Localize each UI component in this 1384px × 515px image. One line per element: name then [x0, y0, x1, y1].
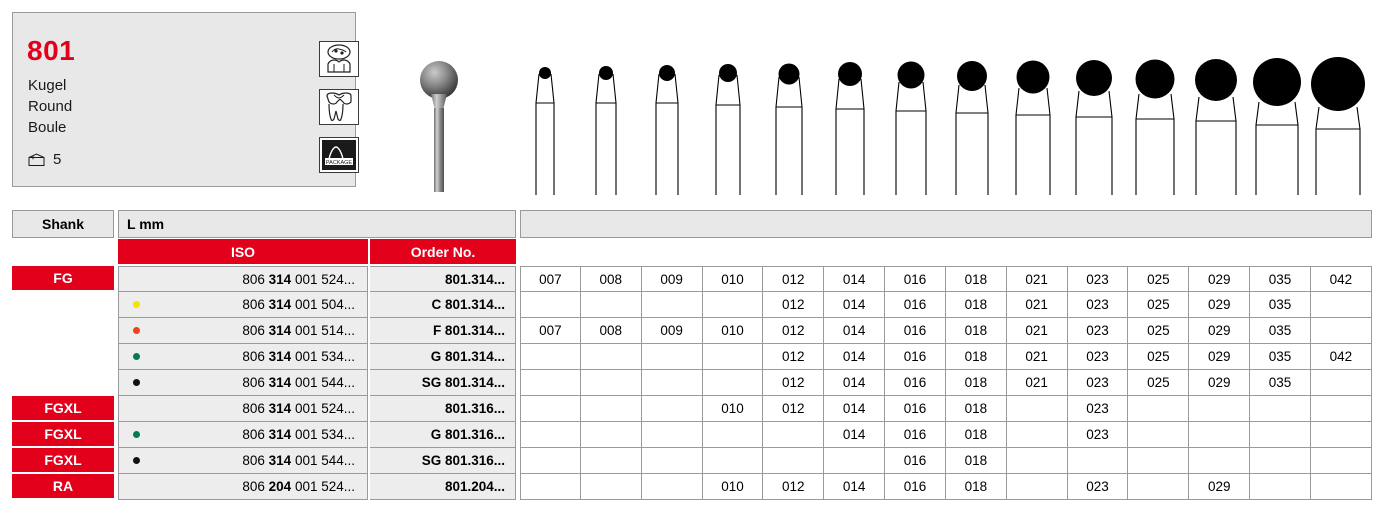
package-quantity — [28, 151, 61, 168]
size-cell: 014 — [824, 266, 885, 292]
size-cell: 014 — [824, 292, 885, 318]
product-name-en: Round — [28, 98, 73, 115]
size-cell: 018 — [946, 344, 1007, 370]
iso-cell — [118, 396, 368, 422]
size-cell: 014 — [824, 318, 885, 344]
iso-cell — [118, 344, 368, 370]
product-header-section — [0, 0, 1384, 196]
table-body — [12, 266, 1372, 500]
size-cell — [520, 344, 581, 370]
size-cell: 023 — [1068, 474, 1129, 500]
size-cell: 035 — [1250, 318, 1311, 344]
size-cell — [1250, 396, 1311, 422]
size-cell — [581, 448, 642, 474]
size-cell — [1311, 448, 1372, 474]
size-cell — [763, 448, 824, 474]
iso-code: 806 204 001 524... — [242, 479, 355, 494]
size-cells — [520, 370, 1372, 396]
size-cells — [520, 318, 1372, 344]
size-cell: 012 — [763, 292, 824, 318]
size-cell — [642, 474, 703, 500]
size-cell — [581, 344, 642, 370]
order-no-cell: 801.204... — [370, 474, 516, 500]
subheader-spacer — [12, 239, 114, 264]
size-cell: 014 — [824, 422, 885, 448]
size-cell: 018 — [946, 396, 1007, 422]
column-header-shank: Shank — [12, 210, 114, 238]
size-cell: 021 — [1007, 292, 1068, 318]
size-cell — [520, 422, 581, 448]
size-cell — [1128, 448, 1189, 474]
table-row — [12, 396, 1372, 422]
grit-color-dot — [133, 327, 140, 334]
size-cell: 016 — [885, 318, 946, 344]
size-cell: 029 — [1189, 292, 1250, 318]
size-cell: 023 — [1068, 344, 1129, 370]
table-row — [12, 448, 1372, 474]
size-cell: 009 — [642, 266, 703, 292]
product-photo — [404, 52, 474, 192]
size-cell: 035 — [1250, 344, 1311, 370]
size-cell: 018 — [946, 448, 1007, 474]
shank-cell: RA — [12, 474, 114, 498]
table-header-row — [12, 210, 1372, 238]
iso-cell — [118, 266, 368, 292]
size-cell: 012 — [763, 344, 824, 370]
size-cell — [1311, 370, 1372, 396]
size-cell — [1007, 474, 1068, 500]
size-cell: 042 — [1311, 266, 1372, 292]
size-cell — [1311, 292, 1372, 318]
size-cells — [520, 448, 1372, 474]
bur-size-drawings — [515, 55, 1375, 195]
iso-cell — [118, 474, 368, 500]
size-cell: 012 — [763, 266, 824, 292]
table-row — [12, 266, 1372, 292]
iso-cell — [118, 370, 368, 396]
size-cell: 010 — [703, 474, 764, 500]
shank-cell — [12, 318, 114, 342]
size-cell — [1311, 396, 1372, 422]
size-cell — [1311, 474, 1372, 500]
size-cell — [581, 422, 642, 448]
size-cell — [703, 370, 764, 396]
size-cells — [520, 474, 1372, 500]
size-cell — [703, 344, 764, 370]
size-cell — [642, 448, 703, 474]
grit-color-dot — [133, 457, 140, 464]
size-cell: 016 — [885, 292, 946, 318]
shank-cell: FGXL — [12, 396, 114, 420]
column-header-sizes — [520, 210, 1372, 238]
size-cell: 021 — [1007, 266, 1068, 292]
table-subheader-row — [12, 239, 1372, 264]
shank-cell: FG — [12, 266, 114, 290]
order-no-cell: 801.316... — [370, 396, 516, 422]
size-cell — [763, 422, 824, 448]
iso-code: 806 314 001 524... — [242, 271, 355, 287]
size-cell: 035 — [1250, 266, 1311, 292]
size-cell — [824, 448, 885, 474]
product-table — [12, 210, 1372, 500]
size-cell: 014 — [824, 474, 885, 500]
size-cell: 010 — [703, 266, 764, 292]
size-cell — [520, 448, 581, 474]
iso-code: 806 314 001 504... — [242, 297, 355, 312]
size-cell: 023 — [1068, 292, 1129, 318]
size-cell: 025 — [1128, 292, 1189, 318]
column-header-lmm: L mm — [118, 210, 516, 238]
order-no-cell: SG 801.316... — [370, 448, 516, 474]
size-cell: 016 — [885, 344, 946, 370]
shank-cell — [12, 292, 114, 316]
grit-color-dot — [133, 431, 140, 438]
size-cell — [1189, 422, 1250, 448]
size-cell: 008 — [581, 318, 642, 344]
size-cell: 018 — [946, 370, 1007, 396]
grit-color-dot — [133, 353, 140, 360]
handpiece-icon — [319, 41, 359, 77]
iso-cell — [118, 292, 368, 318]
size-cell — [1189, 396, 1250, 422]
iso-cell — [118, 318, 368, 344]
iso-code: 806 314 001 514... — [242, 323, 355, 338]
size-cell — [1007, 448, 1068, 474]
table-row — [12, 370, 1372, 396]
size-cell — [1068, 448, 1129, 474]
size-cell: 009 — [642, 318, 703, 344]
size-cell — [520, 292, 581, 318]
size-cell — [642, 292, 703, 318]
product-names — [28, 75, 72, 138]
table-row — [12, 344, 1372, 370]
size-cell — [642, 344, 703, 370]
size-cell: 029 — [1189, 344, 1250, 370]
bur-drawings-svg — [515, 55, 1375, 195]
product-name-fr: Boule — [28, 119, 67, 136]
product-name-de: Kugel — [28, 77, 67, 94]
size-cell: 023 — [1068, 396, 1129, 422]
size-cell: 007 — [520, 266, 581, 292]
iso-code: 806 314 001 544... — [242, 375, 355, 390]
size-cell: 014 — [824, 344, 885, 370]
size-cell: 018 — [946, 318, 1007, 344]
size-cell: 023 — [1068, 370, 1129, 396]
iso-code: 806 314 001 534... — [242, 349, 355, 364]
size-cell — [1128, 422, 1189, 448]
size-cells — [520, 292, 1372, 318]
iso-code: 806 314 001 544... — [242, 453, 355, 468]
size-cell: 018 — [946, 474, 1007, 500]
size-cell: 012 — [763, 318, 824, 344]
grit-color-dot — [133, 301, 140, 308]
order-no-cell: G 801.314... — [370, 344, 516, 370]
size-cell: 029 — [1189, 474, 1250, 500]
size-cell — [642, 396, 703, 422]
size-cell — [520, 370, 581, 396]
size-cell — [703, 422, 764, 448]
size-cell: 014 — [824, 396, 885, 422]
size-cell — [581, 474, 642, 500]
size-cell: 029 — [1189, 266, 1250, 292]
size-cell: 035 — [1250, 370, 1311, 396]
size-cell: 029 — [1189, 370, 1250, 396]
grit-color-dot — [133, 379, 140, 386]
size-cells — [520, 422, 1372, 448]
size-cell: 018 — [946, 266, 1007, 292]
size-cell: 012 — [763, 474, 824, 500]
size-cell: 025 — [1128, 344, 1189, 370]
order-no-cell: SG 801.314... — [370, 370, 516, 396]
size-cell — [642, 370, 703, 396]
size-cell: 016 — [885, 396, 946, 422]
size-cell: 014 — [824, 370, 885, 396]
size-cells — [520, 266, 1372, 292]
iso-cell — [118, 422, 368, 448]
size-cell — [703, 448, 764, 474]
size-cell: 008 — [581, 266, 642, 292]
size-cell — [1311, 318, 1372, 344]
column-header-order-no: Order No. — [370, 239, 516, 264]
order-no-cell: C 801.314... — [370, 292, 516, 318]
product-info-card — [12, 12, 356, 187]
box-icon — [28, 153, 45, 167]
size-cell — [1250, 422, 1311, 448]
size-cell: 012 — [763, 396, 824, 422]
size-cell: 018 — [946, 292, 1007, 318]
size-cell: 023 — [1068, 266, 1129, 292]
table-row — [12, 422, 1372, 448]
size-cell — [1250, 474, 1311, 500]
size-cell: 021 — [1007, 344, 1068, 370]
shank-cell: FGXL — [12, 422, 114, 446]
size-cell — [520, 474, 581, 500]
size-cell: 023 — [1068, 318, 1129, 344]
size-cells — [520, 344, 1372, 370]
order-no-cell: 801.314... — [370, 266, 516, 292]
iso-code: 806 314 001 524... — [242, 401, 355, 416]
size-cell: 023 — [1068, 422, 1129, 448]
size-cell: 010 — [703, 318, 764, 344]
size-cell — [1189, 448, 1250, 474]
tooth-preparation-icon — [319, 89, 359, 125]
size-cell — [581, 292, 642, 318]
size-cell: 010 — [703, 396, 764, 422]
size-cell: 029 — [1189, 318, 1250, 344]
size-cells — [520, 396, 1372, 422]
size-cell: 016 — [885, 474, 946, 500]
table-row — [12, 474, 1372, 500]
size-cell: 016 — [885, 448, 946, 474]
size-cell — [703, 292, 764, 318]
size-cell: 042 — [1311, 344, 1372, 370]
size-cell: 025 — [1128, 370, 1189, 396]
svg-text:PACKAGE: PACKAGE — [325, 160, 353, 166]
size-cell — [581, 396, 642, 422]
size-cell: 007 — [520, 318, 581, 344]
size-cell: 012 — [763, 370, 824, 396]
size-cell: 035 — [1250, 292, 1311, 318]
size-cell — [581, 370, 642, 396]
size-cell — [1007, 422, 1068, 448]
size-cell — [1128, 396, 1189, 422]
order-no-cell: F 801.314... — [370, 318, 516, 344]
size-cell: 025 — [1128, 266, 1189, 292]
packaging-icon — [319, 137, 359, 173]
size-cell: 021 — [1007, 370, 1068, 396]
iso-cell — [118, 448, 368, 474]
order-no-cell: G 801.316... — [370, 422, 516, 448]
shank-cell — [12, 370, 114, 394]
shank-cell: FGXL — [12, 448, 114, 472]
package-quantity-value: 5 — [53, 151, 62, 168]
iso-code: 806 314 001 534... — [242, 427, 355, 442]
size-cell: 016 — [885, 266, 946, 292]
size-cell: 018 — [946, 422, 1007, 448]
size-cell — [520, 396, 581, 422]
size-cell — [1250, 448, 1311, 474]
size-cell — [1007, 396, 1068, 422]
shank-cell — [12, 344, 114, 368]
size-cell: 016 — [885, 370, 946, 396]
size-cell — [642, 422, 703, 448]
column-header-iso: ISO — [118, 239, 368, 264]
table-row — [12, 292, 1372, 318]
size-cell: 021 — [1007, 318, 1068, 344]
size-cell: 025 — [1128, 318, 1189, 344]
size-cell — [1128, 474, 1189, 500]
page-title: 801 — [27, 35, 76, 66]
table-row — [12, 318, 1372, 344]
size-cell: 016 — [885, 422, 946, 448]
size-cell — [1311, 422, 1372, 448]
